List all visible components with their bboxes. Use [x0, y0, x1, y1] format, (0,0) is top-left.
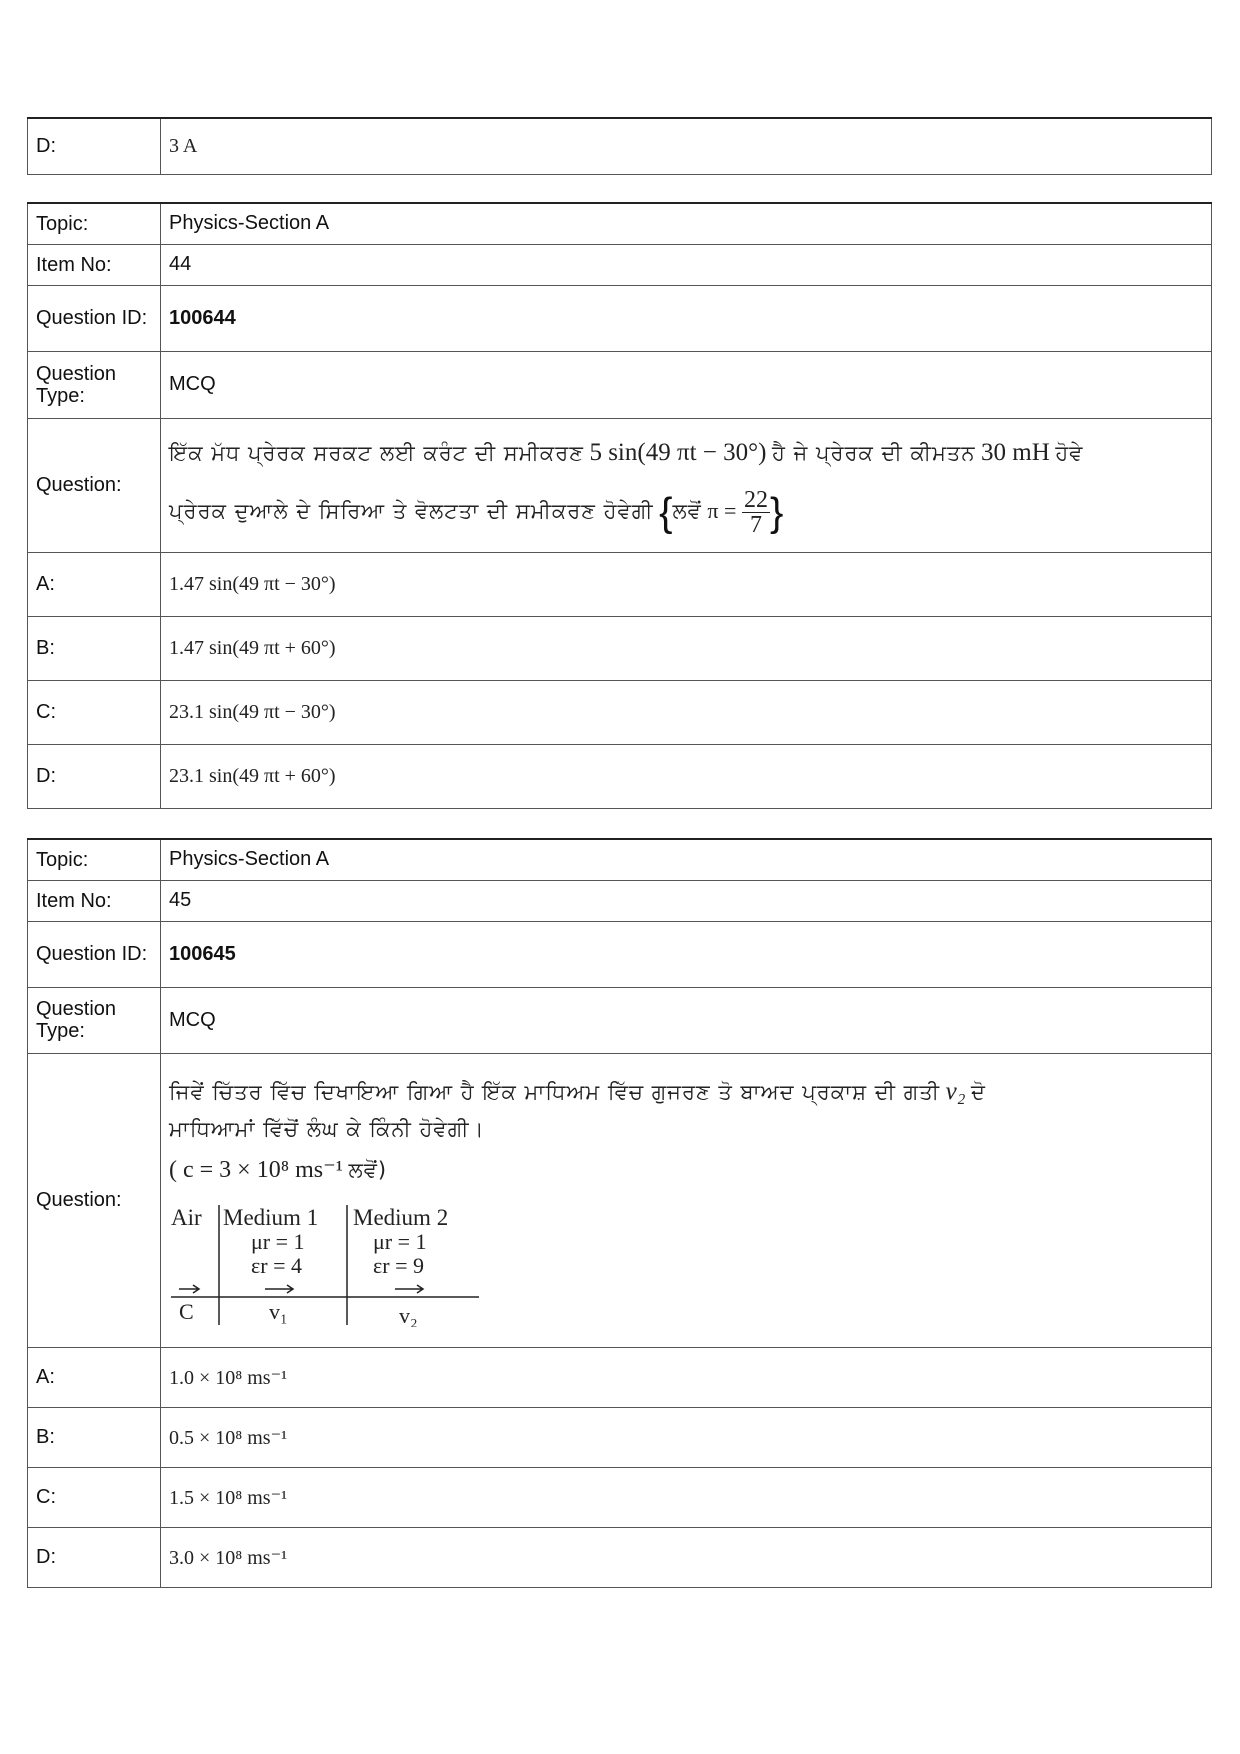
topic-value: Physics-Section A	[161, 203, 1212, 244]
prev-question-table	[27, 117, 1212, 175]
topic-value: Physics-Section A	[161, 839, 1212, 880]
option-a-value: 1.0 × 10⁸ ms⁻¹	[161, 1347, 1212, 1407]
option-d-value: 3.0 × 10⁸ ms⁻¹	[161, 1527, 1212, 1587]
option-d-label: D:	[28, 744, 161, 808]
question-id-value: 100644	[161, 285, 1212, 351]
question-text	[161, 1053, 1212, 1347]
v1-label: v₁	[269, 1298, 288, 1324]
option-c-value: 1.5 × 10⁸ ms⁻¹	[161, 1467, 1212, 1527]
question-text-part: ਹੈ ਜੇ ਪ੍ਰੇਰਕ ਦੀ ਕੀਮਤਨ	[772, 441, 976, 465]
question-44-table	[27, 202, 1212, 809]
inductance-value: 30 mH	[981, 439, 1050, 466]
question-text	[161, 418, 1212, 552]
medium-2-permeability: μr = 1	[373, 1228, 427, 1254]
option-value: 3 A	[161, 118, 1212, 174]
option-b-value: 0.5 × 10⁸ ms⁻¹	[161, 1407, 1212, 1467]
item-no-label: Item No:	[28, 244, 161, 285]
option-c-label: C:	[28, 680, 161, 744]
medium-1-permittivity: εr = 4	[251, 1252, 302, 1278]
option-c-value: 23.1 sin(49 πt − 30°)	[161, 680, 1212, 744]
question-id-value: 100645	[161, 921, 1212, 987]
topic-label: Topic:	[28, 839, 161, 880]
question-id-label: Question ID:	[28, 921, 161, 987]
c-label: C	[179, 1298, 194, 1324]
arrow-icon	[395, 1285, 423, 1293]
question-text-part: ਦੋ	[970, 1079, 986, 1104]
pi-fraction	[742, 488, 770, 537]
question-type-value: MCQ	[161, 351, 1212, 418]
question-id-label: Question ID:	[28, 285, 161, 351]
fraction-numerator: 22	[743, 487, 768, 513]
option-d-value: 23.1 sin(49 πt + 60°)	[161, 744, 1212, 808]
brace-close: }	[769, 490, 784, 535]
media-diagram	[169, 1197, 489, 1327]
option-a-label: A:	[28, 1347, 161, 1407]
option-b-value: 1.47 sin(49 πt + 60°)	[161, 616, 1212, 680]
pi-label: π =	[707, 497, 737, 523]
take-label: ਲਵੋਂ)	[348, 1157, 388, 1182]
option-a-label: A:	[28, 552, 161, 616]
arrow-icon	[179, 1285, 199, 1293]
question-text-part: ਹੋਵੇ	[1055, 441, 1084, 465]
question-label: Question:	[28, 418, 161, 552]
air-label: Air	[171, 1204, 202, 1230]
option-c-label: C:	[28, 1467, 161, 1527]
speed-of-light-given: ( c = 3 × 10⁸ ms⁻¹	[169, 1156, 343, 1183]
option-b-label: B:	[28, 616, 161, 680]
option-label: D:	[28, 118, 161, 174]
item-no-value: 44	[161, 244, 1212, 285]
medium-1-label: Medium 1	[223, 1204, 319, 1230]
question-text-part: ਜਿਵੇਂ ਚਿੱਤਰ ਵਿੱਚ ਦਿਖਾਇਆ ਗਿਆ ਹੈ ਇੱਕ ਮਾਧਿਅਮ ਵਿੱਚ ਗੁਜਰਣ ਤੋ ਬਾਅਦ ਪ੍ਰਕਾਸ਼ ਦੀ ਗਤੀ	[169, 1079, 941, 1104]
current-equation: 5 sin(49 πt − 30°)	[589, 439, 767, 466]
option-a-value: 1.47 sin(49 πt − 30°)	[161, 552, 1212, 616]
item-no-value: 45	[161, 880, 1212, 921]
velocity-variable: v₂	[945, 1077, 966, 1105]
question-type-value: MCQ	[161, 987, 1212, 1053]
question-text-part: ਮਾਧਿਆਮਾਂ ਵਿੱਚੋਂ ਲੰਘ ਕੇ ਕਿੰਨੀ ਹੋਵੇਗੀ।	[169, 1116, 485, 1141]
take-label: ਲਵੋਂ	[672, 498, 702, 523]
fraction-denominator: 7	[749, 512, 762, 538]
medium-2-permittivity: εr = 9	[373, 1252, 424, 1278]
topic-label: Topic:	[28, 203, 161, 244]
v2-label: v₂	[399, 1302, 418, 1327]
question-text-part: ਇੱਕ ਮੱਧ ਪ੍ਰੇਰਕ ਸਰਕਟ ਲਈ ਕਰੰਟ ਦੀ ਸਮੀਕਰਣ	[169, 441, 584, 465]
option-d-label: D:	[28, 1527, 161, 1587]
question-type-label: Question Type:	[28, 351, 161, 418]
medium-1-permeability: μr = 1	[251, 1228, 305, 1254]
item-no-label: Item No:	[28, 880, 161, 921]
brace-open: {	[659, 490, 673, 535]
option-b-label: B:	[28, 1407, 161, 1467]
question-text-part: ਪ੍ਰੇਰਕ ਦੁਆਲੇ ਦੇ ਸਿਰਿਆ ਤੇ ਵੋਲਟਤਾ ਦੀ ਸਮੀਕਰਣ ਹੋਵੇਗੀ	[169, 498, 654, 523]
question-label: Question:	[28, 1053, 161, 1347]
question-type-label: Question Type:	[28, 987, 161, 1053]
medium-2-label: Medium 2	[353, 1204, 449, 1230]
question-45-table	[27, 838, 1212, 1588]
arrow-icon	[265, 1285, 293, 1293]
